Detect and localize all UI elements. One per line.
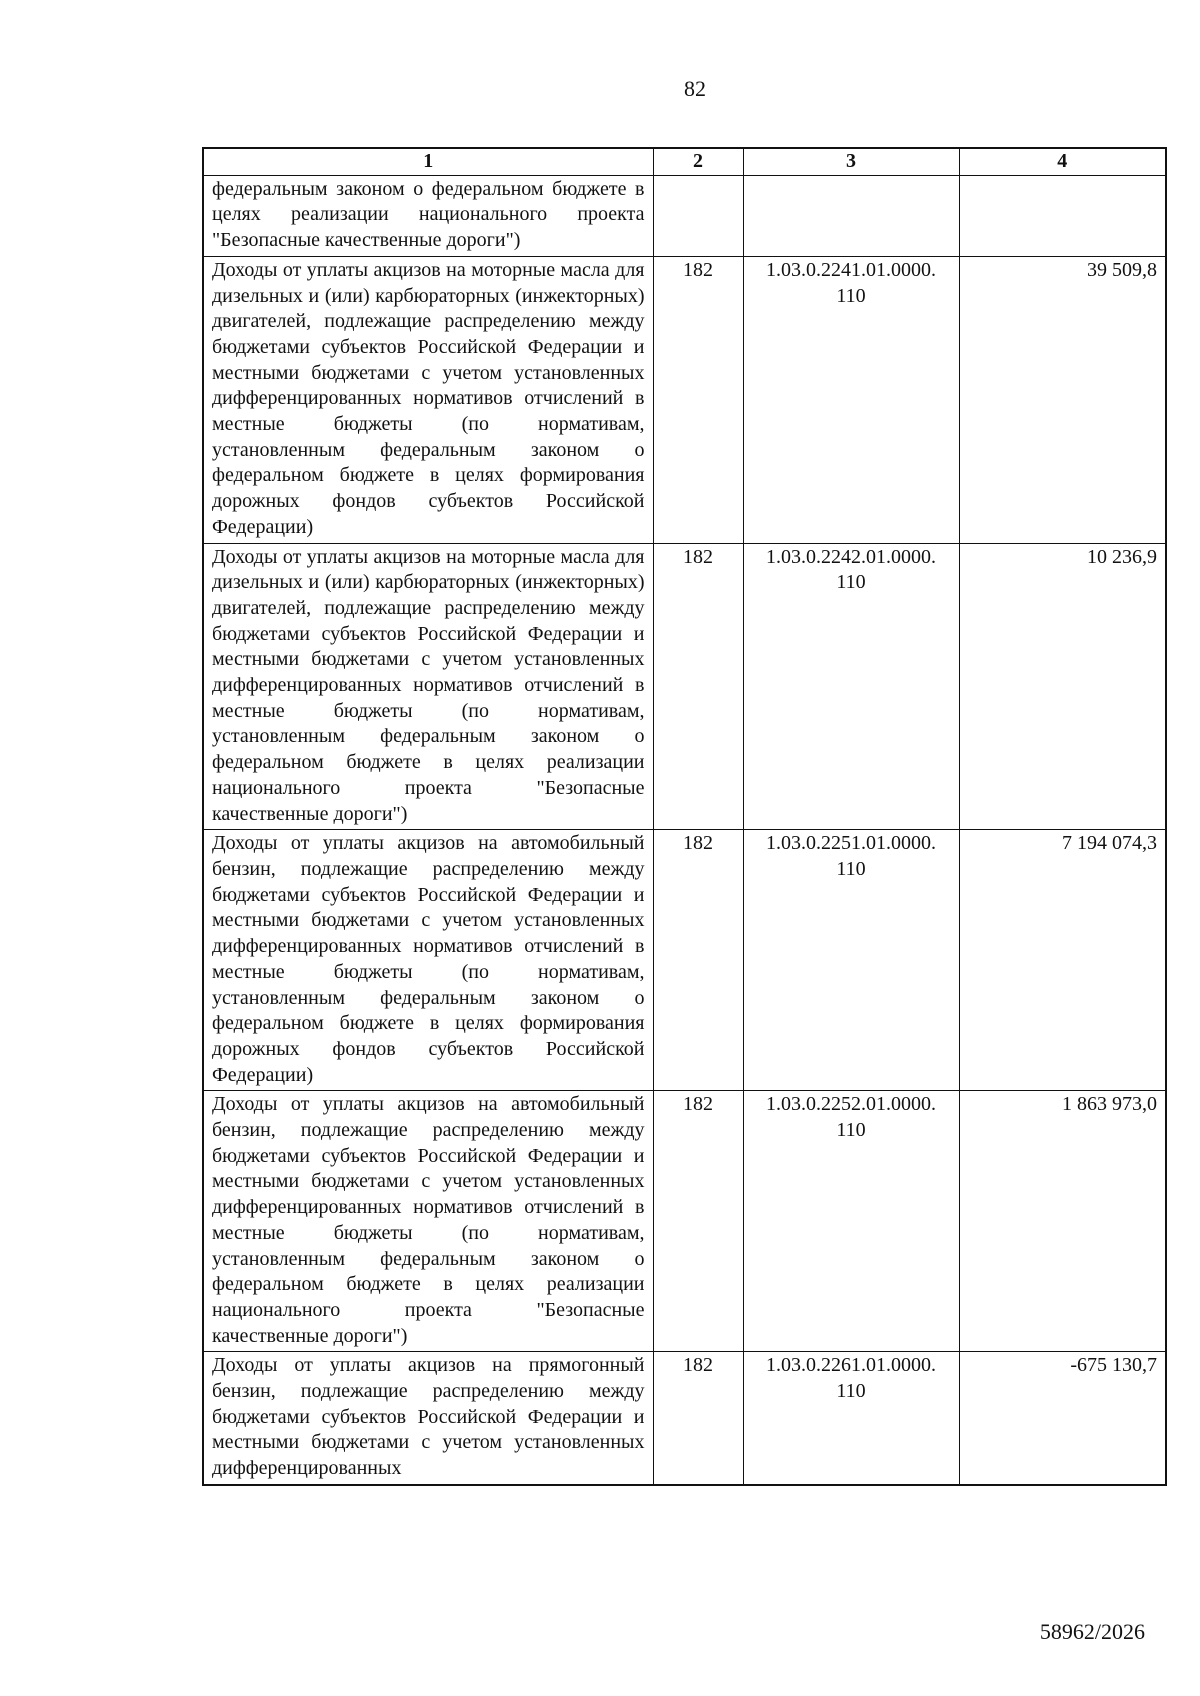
table-row	[203, 1091, 1166, 1352]
amount: 10 236,9	[959, 543, 1166, 830]
budget-classification-code: 1.03.0.2252.01.0000. 110	[743, 1091, 959, 1352]
budget-classification-code: 1.03.0.2251.01.0000. 110	[743, 830, 959, 1091]
page-number: 82	[684, 76, 706, 101]
column-header-4: 4	[959, 148, 1166, 175]
column-header-3: 3	[743, 148, 959, 175]
budget-classification-code: 1.03.0.2241.01.0000. 110	[743, 256, 959, 543]
column-header-2: 2	[653, 148, 743, 175]
budget-classification-code	[743, 175, 959, 256]
table-row	[203, 830, 1166, 1091]
table-row	[203, 256, 1166, 543]
budget-classification-code: 1.03.0.2261.01.0000. 110	[743, 1352, 959, 1485]
column-header-1: 1	[203, 148, 653, 175]
table-header-row	[203, 148, 1166, 175]
amount: -675 130,7	[959, 1352, 1166, 1485]
revenue-description: Доходы от уплаты акцизов на моторные масла для дизельных и (или) карбюраторных (инжекторных) двигателей, подлежащие распределению между бюджетами субъектов Российской Федерации и местными бюджетами с учетом установленных дифференцированных нормативов отчислений в местные бюджеты (по нормативам, установленным федеральным законом о федеральном бюджете в целях формирования дорожных фондов субъектов Российской Федерации)	[203, 256, 653, 543]
administrator-code: 182	[653, 1352, 743, 1485]
document-id: 58962/2026	[1039, 1619, 1145, 1644]
amount: 39 509,8	[959, 256, 1166, 543]
administrator-code: 182	[653, 1091, 743, 1352]
administrator-code	[653, 175, 743, 256]
administrator-code: 182	[653, 543, 743, 830]
amount	[959, 175, 1166, 256]
table-row	[203, 1352, 1166, 1485]
table-row	[203, 175, 1166, 256]
revenue-table	[202, 147, 1167, 1486]
revenue-description: Доходы от уплаты акцизов на моторные масла для дизельных и (или) карбюраторных (инжекторных) двигателей, подлежащие распределению между бюджетами субъектов Российской Федерации и местными бюджетами с учетом установленных дифференцированных нормативов отчислений в местные бюджеты (по нормативам, установленным федеральным законом о федеральном бюджете в целях реализации национального проекта "Безопасные качественные дороги")	[203, 543, 653, 830]
revenue-description: Доходы от уплаты акцизов на прямогонный бензин, подлежащие распределению между бюджетами субъектов Российской Федерации и местными бюджетами с учетом установленных дифференцированных	[203, 1352, 653, 1485]
administrator-code: 182	[653, 256, 743, 543]
amount: 1 863 973,0	[959, 1091, 1166, 1352]
administrator-code: 182	[653, 830, 743, 1091]
revenue-description: Доходы от уплаты акцизов на автомобильный бензин, подлежащие распределению между бюджетами субъектов Российской Федерации и местными бюджетами с учетом установленных дифференцированных нормативов отчислений в местные бюджеты (по нормативам, установленным федеральным законом о федеральном бюджете в целях формирования дорожных фондов субъектов Российской Федерации)	[203, 830, 653, 1091]
revenue-description: федеральным законом о федеральном бюджете в целях реализации национального проекта "Безопасные качественные дороги")	[203, 175, 653, 256]
budget-classification-code: 1.03.0.2242.01.0000. 110	[743, 543, 959, 830]
table-row	[203, 543, 1166, 830]
amount: 7 194 074,3	[959, 830, 1166, 1091]
revenue-description: Доходы от уплаты акцизов на автомобильный бензин, подлежащие распределению между бюджетами субъектов Российской Федерации и местными бюджетами с учетом установленных дифференцированных нормативов отчислений в местные бюджеты (по нормативам, установленным федеральным законом о федеральном бюджете в целях реализации национального проекта "Безопасные качественные дороги")	[203, 1091, 653, 1352]
